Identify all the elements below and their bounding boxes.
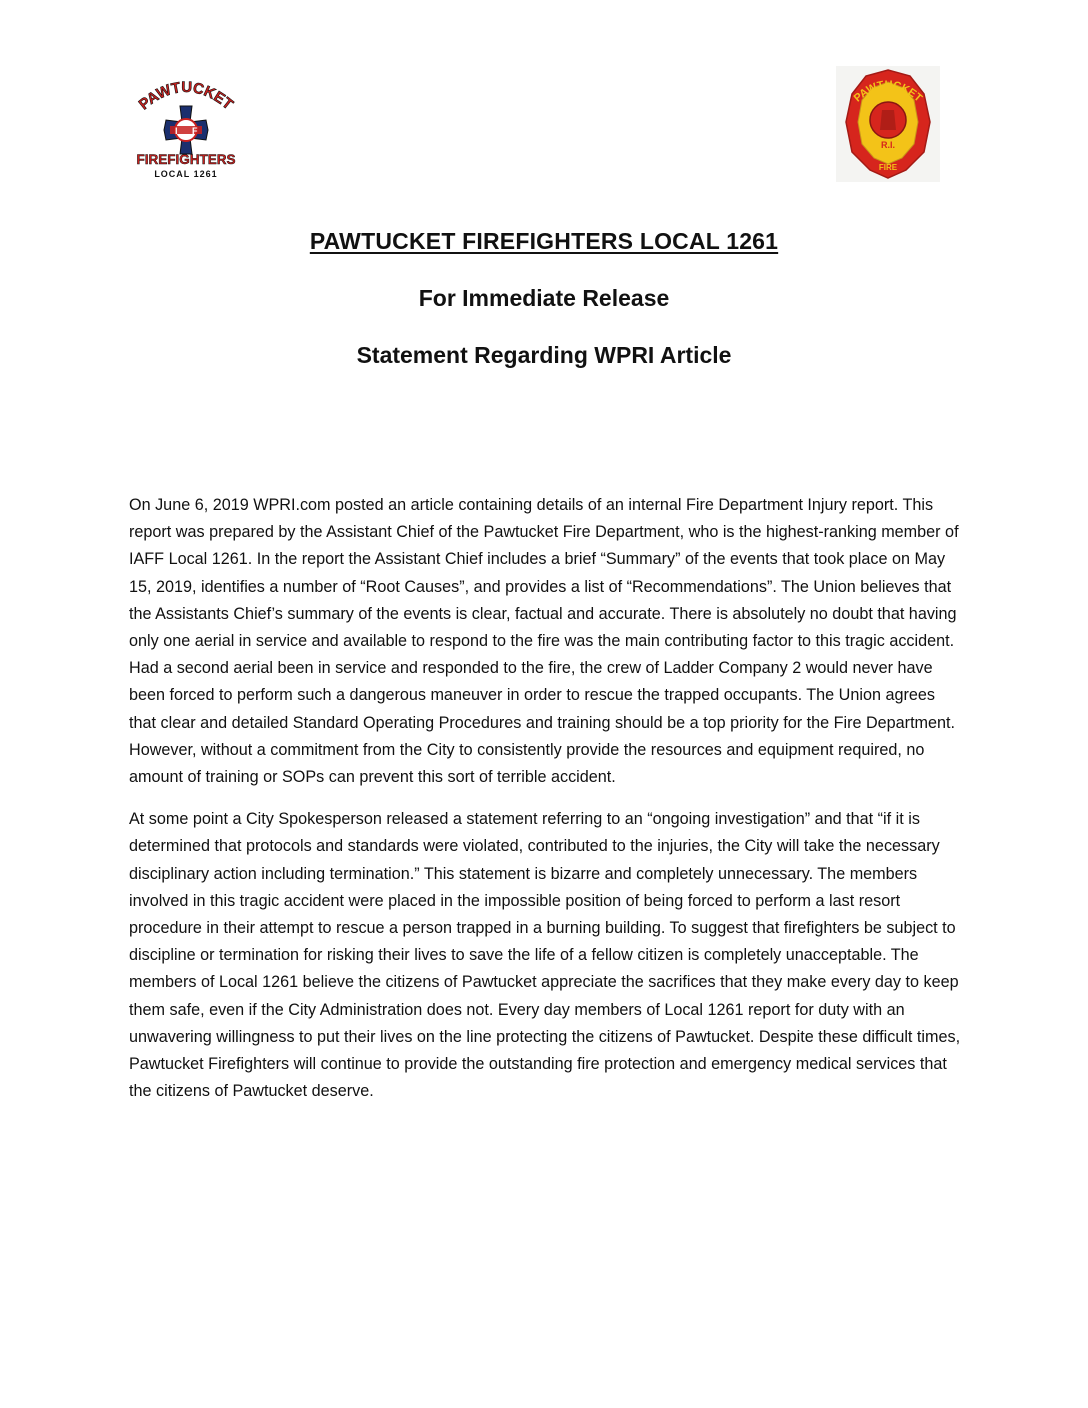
body-paragraph: On June 6, 2019 WPRI.com posted an article containing details of an internal Fire Department Injury report. This report was prepared by the Assistant Chief of the Pawtucket Fire Department, who is the highest-ranking member of IAFF Local 1261. In the report the Assistant Chief includes a brief “Summary” of the events that took place on May 15, 2019, identifies a number of “Root Causes”, and provides a list of “Recommendations”. The Union believes that the Assistants Chief’s summary of the events is clear, factual and accurate. There is absolutely no doubt that having only one aerial in service and available to respond to the fire was the main contributing factor to this tragic accident. Had a second aerial been in service and responded to the fire, the crew of Ladder Company 2 would never have been forced to perform such a dangerous maneuver in order to rescue the trapped occupants. The Union agrees that clear and detailed Standard Operating Procedures and training should be a top priority for the Fire Department. However, without a commitment from the City to consistently provide the resources and equipment required, no amount of training or SOPs can prevent this sort of terrible accident. [129,496,959,787]
iaff-local-1261-logo [132,78,240,180]
pawtucket-fire-badge-logo [836,66,940,182]
logo-left-top-text: PAWTUCKET [135,78,237,114]
document-body [129,492,961,1120]
logo-left-badge-left: I [175,126,178,136]
logo-right-bottom-text: FIRE [878,163,898,172]
document-subheading: For Immediate Release [418,285,670,311]
logo-right-top-text: PAWTUCKET [851,78,925,105]
document-title: Statement Regarding WPRI Article [356,342,732,368]
body-paragraph: At some point a City Spokesperson released a statement referring to an “ongoing investigation” and that “if it is determined that protocols and standards were violated, contributed to the injuries, the City will take the necessary disciplinary action including termination.” This statement is bizarre and completely unnecessary. The members involved in this tragic accident were placed in the impossible position of being forced to perform a last resort procedure in their attempt to rescue a person trapped in a burning building. To suggest that firefighters be subject to discipline or termination for risking their lives to save the life of a fellow citizen is completely unacceptable. The members of Local 1261 believe the citizens of Pawtucket appreciate the sacrifices that they make every day to keep them safe, even if the City Administration does not. Every day members of Local 1261 report for duty with an unwavering willingness to put their lives on the line protecting the citizens of Pawtucket. Despite these difficult times, Pawtucket Firefighters will continue to provide the outstanding fire protection and emergency medical services that the citizens of Pawtucket deserve. [129,810,961,1101]
logo-right-mid-text: R.I. [880,140,896,150]
logo-left-badge-right: F [192,126,198,136]
logo-left-bottom-text: LOCAL 1261 [154,169,218,179]
document-heading: PAWTUCKET FIREFIGHTERS LOCAL 1261 [309,228,779,254]
logo-left-mid-text: FIREFIGHTERS [136,152,236,167]
